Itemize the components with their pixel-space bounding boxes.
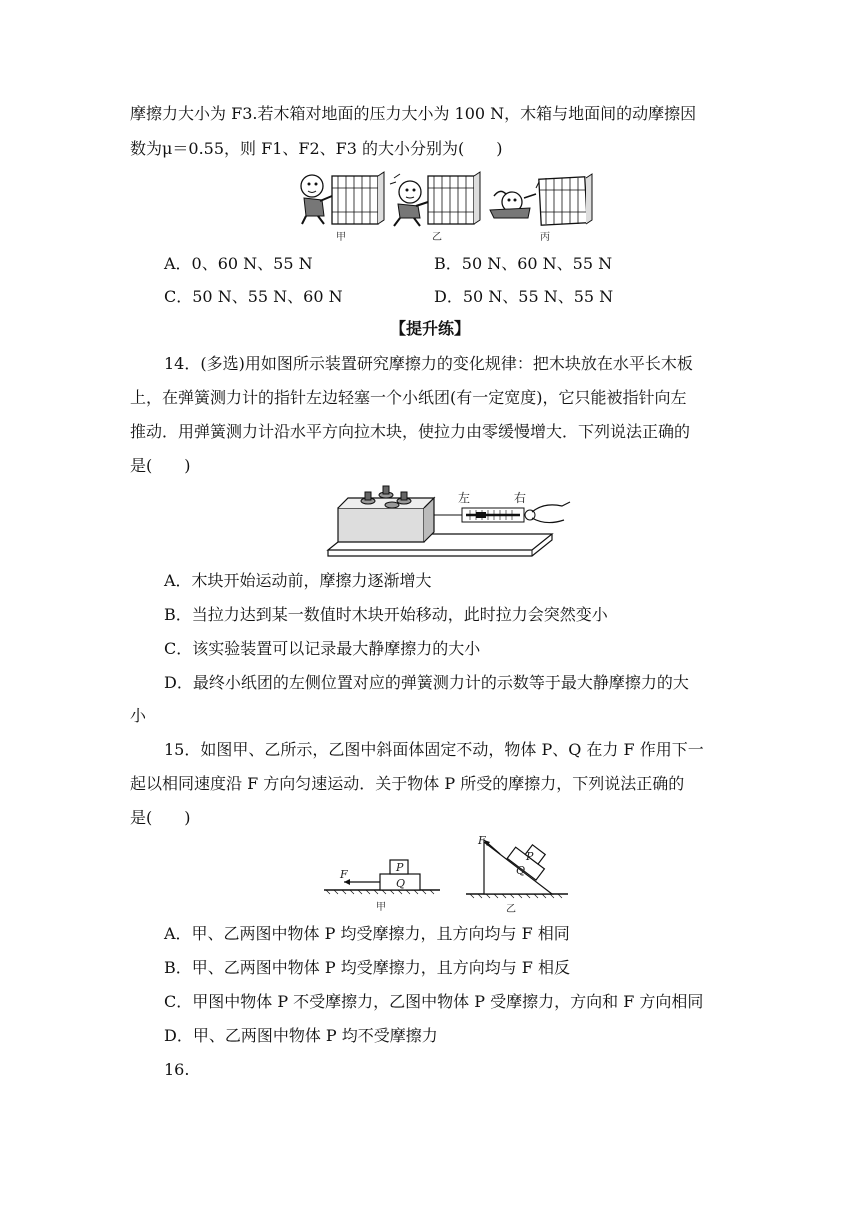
block-p-label-yi: P — [526, 850, 534, 863]
section-title: 【提升练】 — [389, 319, 470, 338]
figure-yi-person-crate — [390, 172, 480, 243]
q15-figure — [320, 832, 580, 914]
caption-yi-15: 乙 — [506, 904, 516, 915]
label-right: 右 — [514, 491, 527, 505]
caption-bing: 丙 — [540, 232, 550, 243]
q15-text-line-1: 15．如图甲、乙所示，乙图中斜面体固定不动，物体 P、Q 在力 F 作用下一 — [164, 740, 704, 759]
q13-option-a[interactable]: A．0、60 N、55 N — [164, 254, 313, 273]
q14-option-a[interactable]: A．木块开始运动前，摩擦力逐渐增大 — [164, 571, 432, 590]
caption-jia: 甲 — [336, 232, 346, 243]
q13-option-d[interactable]: D．50 N、55 N、55 N — [434, 287, 614, 306]
q13-option-c[interactable]: C．50 N、55 N、60 N — [164, 287, 343, 306]
q14-option-b[interactable]: B．当拉力达到某一数值时木块开始移动，此时拉力会突然变小 — [164, 605, 608, 624]
q14-text-line-2: 上，在弹簧测力计的指针左边轻塞一个小纸团(有一定宽度)，它只能被指针向左 — [130, 388, 687, 407]
q13-text-line-1: 摩擦力大小为 F3.若木箱对地面的压力大小为 100 N，木箱与地面间的动摩擦因 — [130, 104, 697, 123]
q15-option-d[interactable]: D．甲、乙两图中物体 P 均不受摩擦力 — [164, 1026, 438, 1045]
q15-text-line-2: 起以相同速度沿 F 方向匀速运动．关于物体 P 所受的摩擦力，下列说法正确的 — [130, 774, 685, 793]
force-label-yi: F — [478, 834, 486, 847]
q15-text-line-3: 是( ) — [130, 808, 191, 827]
q13-text-line-2: 数为μ＝0.55，则 F1、F2、F3 的大小分别为( ) — [130, 139, 503, 158]
caption-jia-15: 甲 — [376, 902, 386, 913]
block-q-label-yi: Q — [516, 864, 526, 877]
q14-option-d-continued: 小 — [130, 706, 147, 725]
figure-jia-stacked-blocks — [324, 860, 440, 913]
block-p-label-jia: P — [396, 861, 404, 874]
q14-text-line-1: 14．(多选)用如图所示装置研究摩擦力的变化规律：把木块放在水平长木板 — [164, 354, 693, 373]
label-left: 左 — [458, 491, 471, 505]
spring-scale — [462, 508, 535, 522]
force-label-jia: F — [340, 868, 348, 881]
caption-yi: 乙 — [432, 232, 442, 243]
q15-option-b[interactable]: B．甲、乙两图中物体 P 均受摩擦力，且方向均与 F 相反 — [164, 958, 570, 977]
q13-option-b[interactable]: B．50 N、60 N、55 N — [434, 254, 613, 273]
figure-bing-person-crate — [490, 174, 592, 243]
figure-yi-incline — [466, 834, 568, 915]
q14-text-line-3: 推动．用弹簧测力计沿水平方向拉木块，使拉力由零缓慢增大．下列说法正确的 — [130, 422, 691, 441]
q16-label: 16. — [164, 1060, 190, 1079]
q15-option-a[interactable]: A．甲、乙两图中物体 P 均受摩擦力，且方向均与 F 相同 — [164, 924, 570, 943]
q14-option-d[interactable]: D．最终小纸团的左侧位置对应的弹簧测力计的示数等于最大静摩擦力的大 — [164, 673, 689, 692]
q15-option-c[interactable]: C．甲图中物体 P 不受摩擦力，乙图中物体 P 受摩擦力，方向和 F 方向相同 — [164, 992, 704, 1011]
figure-jia-person-crate — [301, 172, 384, 243]
q14-text-line-4: 是( ) — [130, 456, 191, 475]
q14-figure — [324, 482, 574, 560]
q13-figure — [290, 168, 600, 244]
q14-option-c[interactable]: C．该实验装置可以记录最大静摩擦力的大小 — [164, 639, 481, 658]
block-q-label-jia: Q — [396, 877, 406, 890]
